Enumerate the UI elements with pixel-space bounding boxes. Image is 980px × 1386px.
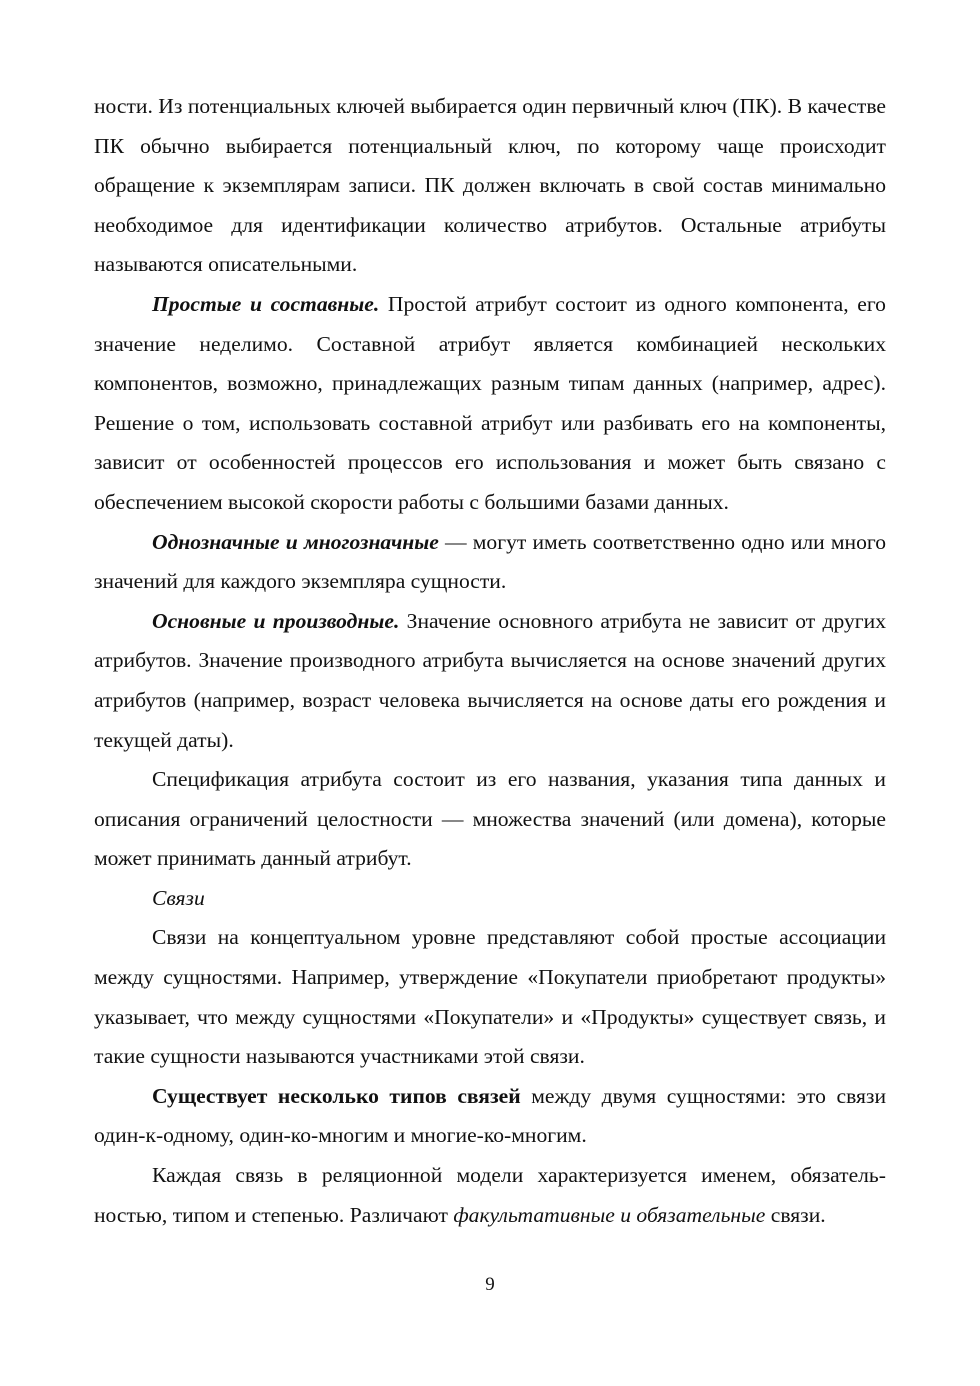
paragraph-relationship-types <box>94 1077 886 1156</box>
paragraph-text: связи. <box>765 1202 826 1227</box>
page-number: 9 <box>485 1274 495 1295</box>
section-heading-relationships <box>94 879 886 919</box>
paragraph-text: между двумя сущностями: это связи один-к-одному, один-ко-многим и многие-ко-многим. <box>94 1083 887 1148</box>
paragraph-relationship-properties <box>94 1156 886 1235</box>
paragraph-text: Спецификация атрибута состоит из его названия, указания типа данных и описания ограничений целостности — множества значений (или домена), которые может принимать данный атрибут. <box>94 767 886 871</box>
paragraph-attribute-spec <box>94 760 886 879</box>
paragraph-text: Каждая связь в реляционной модели характеризуется именем, обязательностью, типом и степенью. Различают <box>94 1163 886 1227</box>
term-simple-composite: Простые и составные. <box>152 291 380 316</box>
paragraph-base-derived <box>94 602 886 760</box>
term-base-derived: Основные и производные. <box>152 608 400 633</box>
term-single-multi-valued: Однозначные и многозначные <box>152 529 439 554</box>
paragraph-text: — могут иметь соответственно одно или много значений для каждого экземпляра сущности. <box>94 529 887 594</box>
paragraph-single-multi-valued <box>94 523 886 602</box>
paragraph-relationships-intro <box>94 918 886 1076</box>
paragraph-text: Значение основного атрибута не зависит от других атрибутов. Значение производного атрибута вычисляется на основе значений других атрибутов (например, возраст человека вычисляется на основе даты его рождения и текущей даты). <box>94 608 886 752</box>
paragraph-primary-key <box>94 87 886 285</box>
term-optional-mandatory: факультативные и обязательные <box>453 1202 766 1227</box>
paragraph-simple-composite <box>94 285 886 523</box>
paragraph-text: ности. Из потенциальных ключей выбирается один первичный ключ (ПК). В качестве ПК обычно выбирается потенциальный ключ, по которому чаще происходит обращение к экземплярам записи. ПК должен включать в свой состав минимально необходимое для идентификации количество атрибутов. Остальные атрибуты называются описательными. <box>94 94 886 277</box>
term-relationship-types: Существует несколько типов связей <box>152 1083 521 1108</box>
heading-text: Связи <box>152 885 205 910</box>
paragraph-text: Связи на концептуальном уровне представляют собой простые ассоциации между сущностями. Например, утверждение «Покупатели приобретают продукты» указывает, что между сущностями «Покупатели» и «Продукты» существует связь, и такие сущности называются участниками этой связи. <box>94 925 886 1069</box>
paragraph-text: Простой атрибут состоит из одного компонента, его значение неделимо. Составной атрибут является комбинацией нескольких компонентов, возможно, принадлежащих разным типам данных (например, адрес). Решение о том, использовать составной атрибут или разбивать его на компоненты, зависит от особенностей процессов его использования и может быть связано с обеспечением высокой скорости работы с большими базами данных. <box>94 291 886 514</box>
page-body <box>94 87 886 1235</box>
